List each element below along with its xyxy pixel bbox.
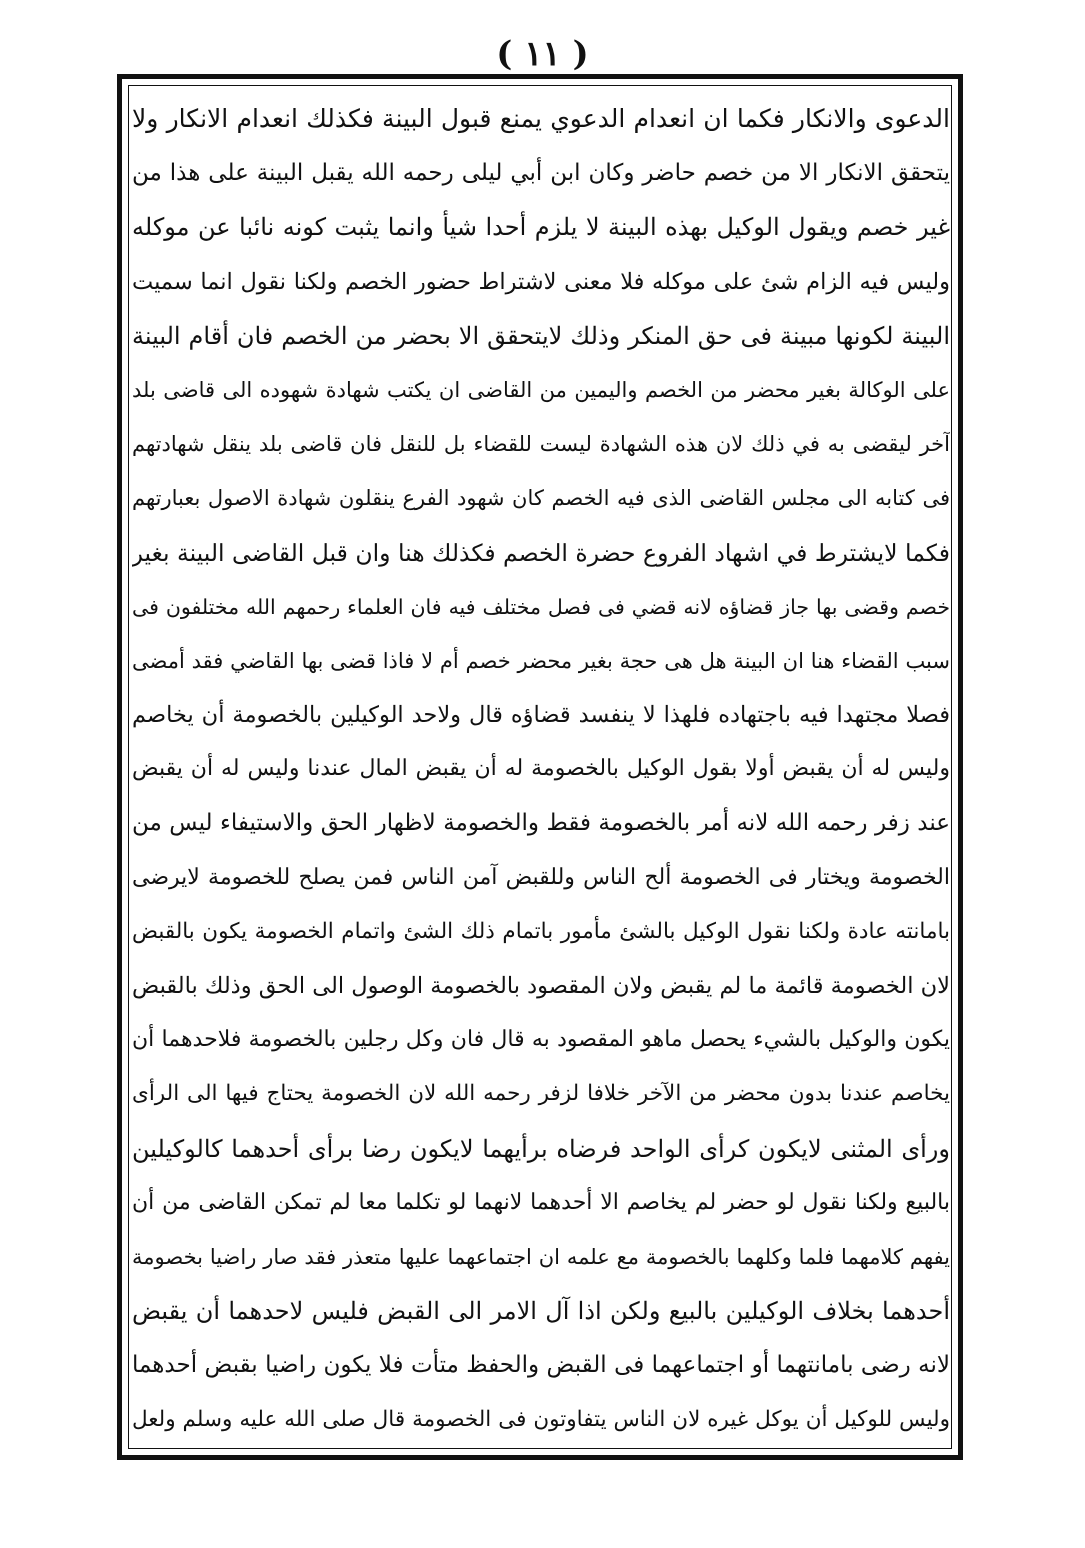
- text-line: ورأى المثنى لايكون كرأى الواحد فرضاه برأيهما لايكون رضا برأى أحدهما كالوكيلين: [132, 1134, 950, 1163]
- text-line: بامانته عادة ولكنا نقول الوكيل بالشئ مأمور باتمام ذلك الشئ واتمام الخصومة يكون بالقبض: [132, 918, 950, 944]
- text-line: غير خصم ويقول الوكيل بهذه البينة لا يلزم أحدا شيأ وانما يثبت كونه نائبا عن موكله: [132, 213, 950, 242]
- text-line: البينة لكونها مبينة فى حق المنكر وذلك لايتحقق الا بحضر من الخصم فان أقام البينة: [132, 321, 950, 350]
- text-line: وليس للوكيل أن يوكل غيره لان الناس يتفاوتون فى الخصومة قال صلى الله عليه وسلم ولعل: [132, 1406, 950, 1432]
- text-line: عند زفر رحمه الله لانه أمر بالخصومة فقط والخصومة لاظهار الحق والاستيفاء ليس من: [132, 810, 950, 837]
- text-line: يكون والوكيل بالشيء يحصل ماهو المقصود به قال فان وكل رجلين بالخصومة فلاحدهما أن: [132, 1027, 950, 1053]
- text-line: فكما لايشترط في اشهاد الفروع حضرة الخصم فكذلك هنا وان قبل القاضى البينة بغير: [132, 538, 950, 567]
- text-line: لان الخصومة قائمة ما لم يقبض ولان المقصود بالخصومة الوصول الى الحق وذلك بالقبض: [132, 973, 950, 999]
- page-number: ( ١١ ): [496, 34, 589, 74]
- text-line: على الوكالة بغير محضر من الخصم واليمين من القاضى ان يكتب شهادة شهوده الى قاضى بلد: [132, 377, 950, 402]
- text-line: الدعوى والانكار فكما ان انعدام الدعوي يمنع قبول البينة فكذلك انعدام الانكار ولا: [132, 104, 950, 133]
- text-line: آخر ليقضى به في ذلك لان هذه الشهادة ليست للقضاء بل للنقل فان قاضى بلد ينقل شهادتهم: [132, 432, 950, 457]
- text-line: لانه رضى بامانتهما أو اجتماعهما فى القبض والحفظ متأت فلا يكون راضيا بقبض أحدهما: [132, 1352, 950, 1379]
- text-line: سبب القضاء هنا ان البينة هل هى حجة بغير محضر خصم أم لا فاذا قضى بها القاضي فقد أمضى: [132, 648, 950, 673]
- body-text: [132, 92, 950, 1447]
- text-line: فى كتابه الى مجلس القاضى الذى فيه الخصم كان شهود الفرع ينقلون شهادة الاصول بعبارتهم: [132, 486, 950, 511]
- text-line: وليس فيه الزام شئ على موكله فلا معنى لاشتراط حضور الخصم ولكنا نقول انما سميت: [132, 268, 950, 295]
- text-line: بالبيع ولكنا نقول لو حضر لم يخاصم الا أحدهما لانهما لو تكلما معا لم تمكن القاضى من أن: [132, 1189, 950, 1215]
- text-line: يخاصم عندنا بدون محضر من الآخر خلافا لزفر رحمه الله لان الخصومة يحتاج فيها الى الرأى: [132, 1081, 950, 1107]
- text-line: وليس له أن يقبض أولا بقول الوكيل بالخصومة له أن يقبض المال عندنا وليس له أن يقبض: [132, 756, 950, 782]
- text-line: أحدهما بخلاف الوكيلين بالبيع ولكن اذا آل الامر الى القبض فليس لاحدهما أن يقبض: [132, 1297, 950, 1326]
- text-line: الخصومة ويختار فى الخصومة ألح الناس وللقبض آمن الناس فمن يصلح للخصومة لايرضى: [132, 864, 950, 890]
- text-line: خصم وقضى بها جاز قضاؤه لانه قضي فى فصل مختلف فيه فان العلماء رحمهم الله مختلفون فى: [132, 594, 950, 619]
- text-line: يفهم كلامهما فلما وكلهما بالخصومة مع علمه ان اجتماعهما عليها متعذر فقد صار راضيا بخصومة: [132, 1244, 950, 1269]
- text-line: يتحقق الانكار الا من خصم حاضر وكان ابن أبي ليلى رحمه الله يقبل البينة على هذا من: [132, 160, 950, 187]
- text-line: فصلا مجتهدا فيه باجتهاده فلهذا لا ينفسد قضاؤه قال ولاحد الوكيلين بالخصومة أن يخاصم: [132, 702, 950, 729]
